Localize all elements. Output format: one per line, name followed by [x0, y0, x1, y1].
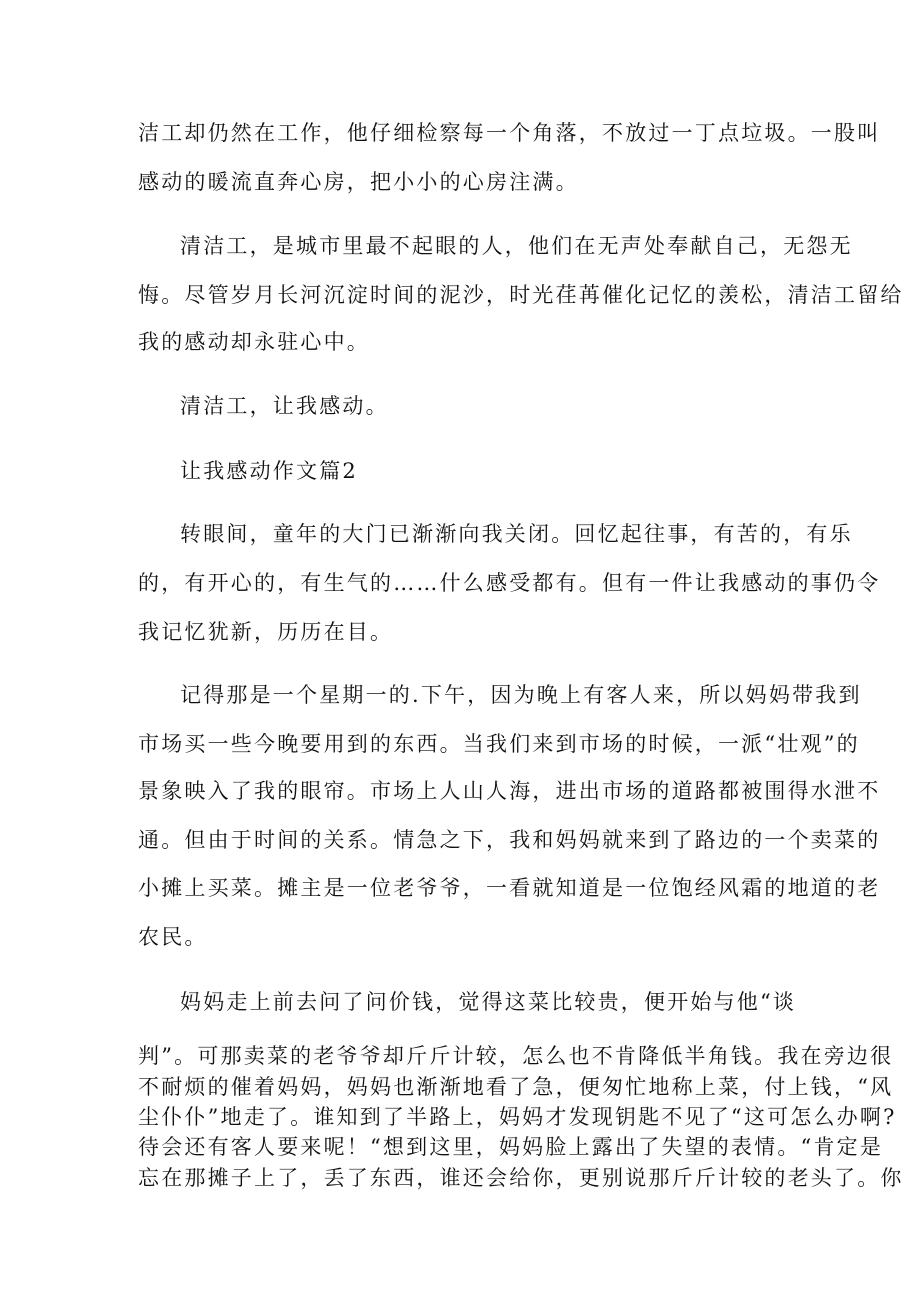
text-line: 农民。	[138, 925, 208, 949]
paragraph-start-line: 转眼间，童年的大门已渐渐向我关闭。回忆起往事，有苦的，有乐	[180, 522, 853, 546]
text-line: 不耐烦的催着妈妈，妈妈也渐渐地看了急，便匆忙地称上菜，付上钱，“风	[138, 1075, 894, 1099]
text-line: 感动的暖流直奔心房，把小小的心房注满。	[138, 170, 579, 194]
text-line: 景象映入了我的眼帘。市场上人山人海，进出市场的道路都被围得水泄不	[138, 779, 881, 803]
paragraph-start-line: 清洁工，是城市里最不起眼的人，他们在无声处奉献自己，无怨无	[180, 234, 853, 258]
text-line: 我的感动却永驻心中。	[138, 330, 370, 354]
text-line: 待会还有客人要来呢！“想到这里，妈妈脸上露出了失望的表情。“肯定是	[138, 1135, 884, 1159]
paragraph-line: 清洁工，让我感动。	[180, 394, 389, 418]
text-line: 小摊上买菜。摊主是一位老爷爷，一看就知道是一位饱经风霜的地道的老	[138, 876, 881, 900]
paragraph-start-line: 记得那是一个星期一的.下午，因为晚上有客人来，所以妈妈带我到	[180, 683, 862, 707]
text-line: 通。但由于时间的关系。情急之下，我和妈妈就来到了路边的一个卖菜的	[138, 828, 881, 852]
text-line: 判”。可那卖菜的老爷爷却斤斤计较，怎么也不肯降低半角钱。我在旁边很	[138, 1044, 894, 1068]
paragraph-start-line: 妈妈走上前去问了问价钱，觉得这菜比较贵，便开始与他“谈	[180, 990, 797, 1014]
text-line: 市场买一些今晚要用到的东西。当我们来到市场的时候，一派“壮观”的	[138, 732, 860, 756]
text-line: 我记忆犹新，历历在目。	[138, 620, 394, 644]
text-line: 尘仆仆”地走了。谁知到了半路上，妈妈才发现钥匙不见了“这可怎么办啊?	[138, 1105, 897, 1129]
text-line: 忘在那摊子上了，丢了东西，谁还会给你，更别说那斤斤计较的老头了。你	[138, 1166, 904, 1190]
text-line: 洁工却仍然在工作，他仔细检察每一个角落，不放过一丁点垃圾。一股叫	[138, 121, 881, 145]
text-line: 的，有开心的，有生气的……什么感受都有。但有一件让我感动的事仍令	[138, 571, 881, 595]
section-heading: 让我感动作文篇2	[180, 459, 358, 483]
text-line: 悔。尽管岁月长河沉淀时间的泥沙，时光荏苒催化记忆的羡松，清洁工留给	[138, 283, 904, 307]
